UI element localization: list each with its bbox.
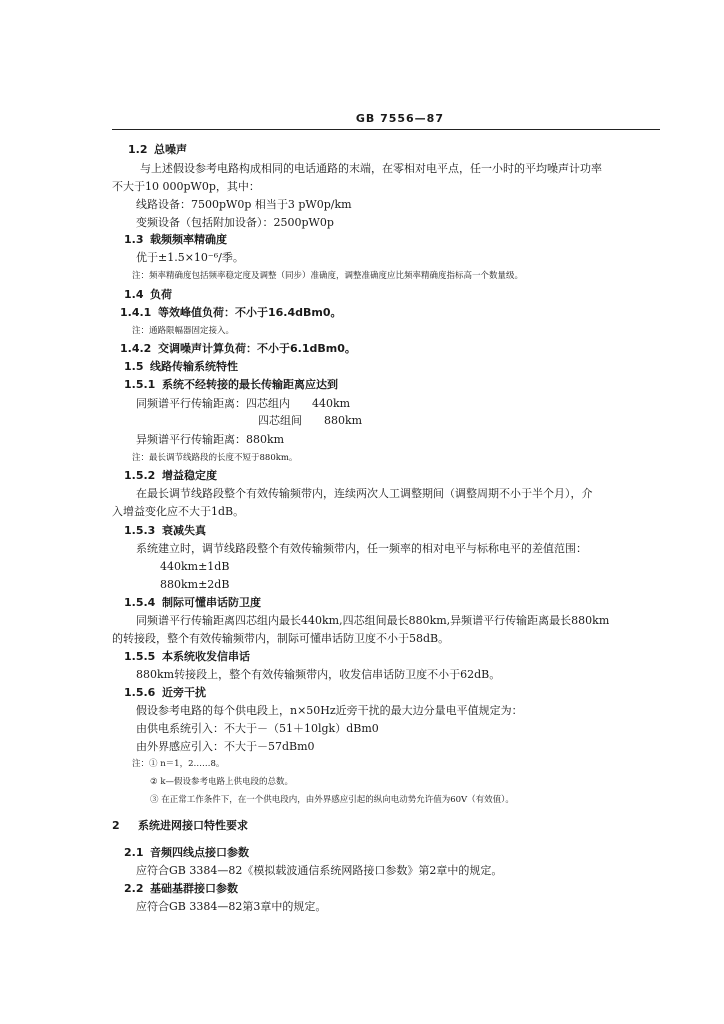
line-text: 880km转接段上，整个有效传输频带内，收发信串话防卫度不小于62dB。 — [136, 668, 501, 681]
line-text: 同频谱平行传输距离：四芯组内 440km — [136, 397, 351, 410]
section-number: 2.2 — [124, 882, 144, 895]
line-text: 与上述假设参考电路构成相同的电话通路的末端，在零相对电平点，任一小时的平均噪声计功率 — [140, 162, 602, 175]
section-number: 1.5.4 — [124, 596, 156, 609]
line-text: 异频谱平行传输距离：880km — [136, 433, 285, 446]
section-heading — [120, 306, 342, 320]
note-line — [150, 793, 514, 807]
section-heading — [124, 360, 238, 374]
text-line — [136, 542, 587, 556]
line-text: 的转接段，整个有效传输频带内，制际可懂串话防卫度不小于58dB。 — [112, 632, 450, 645]
text-line — [136, 198, 352, 212]
line-text: 注：最长调节线路段的长度不短于880km。 — [132, 453, 298, 463]
text-line — [136, 397, 350, 411]
text-line — [160, 578, 229, 592]
section-number: 1.5 — [124, 360, 144, 373]
line-text: 变频设备（包括附加设备）：2500pW0p — [136, 216, 334, 229]
section-heading — [124, 524, 206, 538]
text-line — [112, 505, 244, 519]
line-text: 应符合GB 3384—82第3章中的规定。 — [136, 900, 327, 913]
section-heading — [124, 596, 261, 610]
line-text: 入增益变化应不大于1dB。 — [112, 505, 245, 518]
line-text: 线路设备：7500pW0p 相当于3 pW0p/km — [136, 198, 352, 211]
section-heading — [124, 686, 206, 700]
section-number: 1.5.3 — [124, 524, 156, 537]
section-number: 1.4.2 — [120, 342, 152, 355]
line-text: 衰减失真 — [162, 524, 206, 537]
line-text: 优于±1.5×10⁻⁶/季。 — [136, 251, 244, 264]
text-line — [136, 900, 326, 914]
section-heading — [124, 650, 250, 664]
text-line — [136, 740, 315, 754]
section-number: 1.2 — [128, 143, 148, 156]
section-number: 1.4.1 — [120, 306, 152, 319]
section-number: 1.5.2 — [124, 469, 156, 482]
note-line — [132, 324, 234, 338]
text-line — [160, 560, 229, 574]
note-line — [132, 451, 297, 465]
text-line — [136, 487, 593, 501]
text-line — [136, 668, 500, 682]
line-text: 近旁干扰 — [162, 686, 206, 699]
line-text: 不大于10 000pW0p，其中： — [112, 180, 260, 193]
section-heading — [124, 846, 249, 860]
line-text: 880km±2dB — [160, 578, 230, 591]
section-number: 1.4 — [124, 288, 144, 301]
section-number: 1.5.1 — [124, 378, 156, 391]
section-heading — [128, 143, 187, 157]
line-text: 四芯组间 880km — [258, 414, 363, 427]
line-text: 在最长调节线路段整个有效传输频带内，连续两次人工调整期间（调整周期不小于半个月），介 — [136, 487, 593, 500]
standard-number: GB 7556—87 — [355, 112, 444, 125]
line-text: 制际可懂串话防卫度 — [162, 596, 261, 609]
line-text: 增益稳定度 — [162, 469, 217, 482]
line-text: 音频四线点接口参数 — [150, 846, 249, 859]
note-line — [132, 757, 224, 771]
text-line — [140, 162, 602, 176]
line-text: 应符合GB 3384—82《模拟载波通信系统网路接口参数》第2章中的规定。 — [136, 864, 503, 877]
line-text: 由外界感应引入：不大于－57dBm0 — [136, 740, 315, 753]
line-text: 注：① n＝1，2……8。 — [132, 759, 225, 769]
text-line — [136, 722, 379, 736]
line-text: 载频频率精确度 — [150, 233, 227, 246]
line-text: 系统建立时，调节线路段整个有效传输频带内，任一频率的相对电平与标称电平的差值范围： — [136, 542, 587, 555]
section-number: 2 — [112, 819, 120, 832]
line-text: 等效峰值负荷：不小于16.4dBm0。 — [158, 306, 342, 319]
section-number: 1.5.5 — [124, 650, 156, 663]
line-text: 系统不经转接的最长传输距离应达到 — [162, 378, 338, 391]
line-text: 基础基群接口参数 — [150, 882, 238, 895]
line-text: 由供电系统引入：不大于－（51＋10lgk）dBm0 — [136, 722, 379, 735]
text-line — [136, 251, 244, 265]
text-line — [136, 864, 502, 878]
line-text: 线路传输系统特性 — [150, 360, 238, 373]
line-text: 负荷 — [150, 288, 172, 301]
section-number: 1.3 — [124, 233, 144, 246]
line-text: 交调噪声计算负荷：不小于6.1dBm0。 — [158, 342, 356, 355]
line-text: ③ 在正常工作条件下，在一个供电段内，由外界感应引起的纵向电动势允许值为60V（有效值）。 — [150, 795, 514, 805]
text-line — [136, 704, 523, 718]
text-line — [136, 216, 334, 230]
section-number: 2.1 — [124, 846, 144, 859]
note-line — [150, 775, 293, 789]
line-text: 440km±1dB — [160, 560, 230, 573]
line-text: 注：频率精确度包括频率稳定度及调整（同步）准确度，调整准确度应比频率精确度指标高一个数量级。 — [132, 271, 524, 281]
section-heading — [120, 342, 356, 356]
line-text: 注：通路限幅器固定接入。 — [132, 326, 235, 336]
text-line — [258, 414, 362, 428]
note-line — [132, 269, 523, 283]
section-heading — [124, 233, 227, 247]
line-text: 系统进网接口特性要求 — [138, 819, 248, 832]
section-number: 1.5.6 — [124, 686, 156, 699]
text-line — [136, 614, 609, 628]
page-header — [112, 112, 660, 130]
line-text: 总噪声 — [154, 143, 187, 156]
line-text: 假设参考电路的每个供电段上，n×50Hz近旁干扰的最大边分量电平值规定为： — [136, 704, 523, 717]
line-text: 同频谱平行传输距离四芯组内最长440km,四芯组间最长880km,异频谱平行传输距离最长880km — [136, 614, 610, 627]
line-text: 本系统收发信串话 — [162, 650, 250, 663]
text-line — [112, 632, 449, 646]
section-heading — [112, 819, 248, 833]
section-heading — [124, 469, 217, 483]
line-text: ② k—假设参考电路上供电段的总数。 — [150, 777, 293, 787]
section-heading — [124, 378, 338, 392]
section-heading — [124, 882, 238, 896]
section-heading — [124, 288, 172, 302]
text-line — [136, 433, 284, 447]
text-line — [112, 180, 260, 194]
